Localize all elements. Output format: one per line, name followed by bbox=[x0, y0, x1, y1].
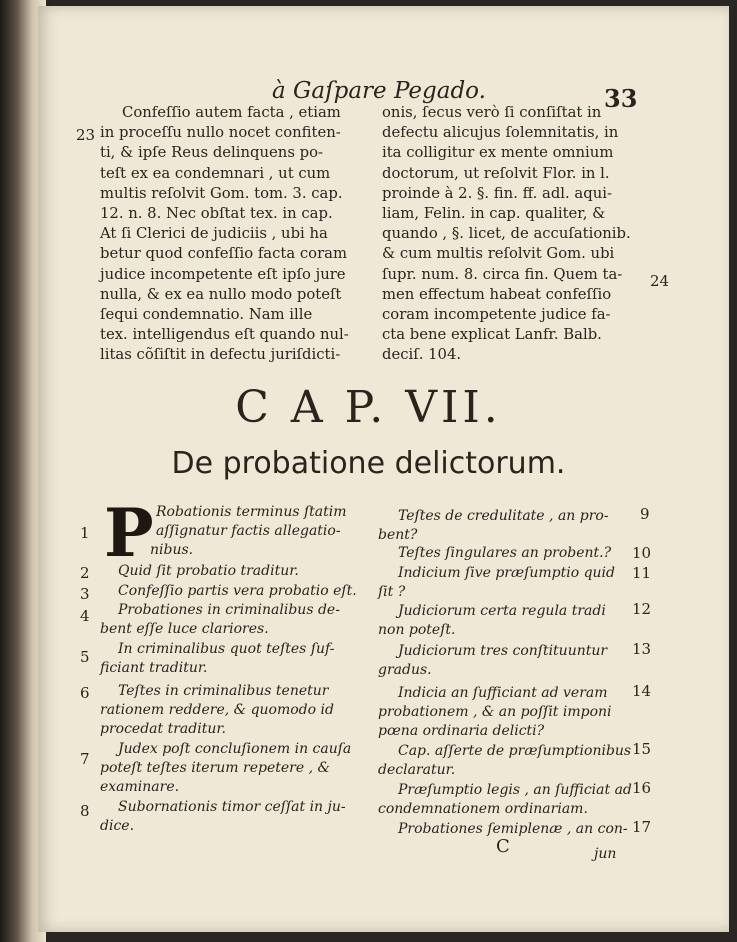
summary-number: 1 bbox=[80, 524, 90, 542]
margin-number-right: 24 bbox=[650, 272, 670, 290]
text-line: 12. n. 8. Nec obſtat tex. in cap. bbox=[100, 205, 333, 223]
summary-line: bent? bbox=[378, 527, 418, 543]
summary-line: Confeſſio partis vera probatio eſt. bbox=[118, 583, 357, 599]
summary-line: Indicia an ſufficiant ad veram bbox=[398, 685, 608, 701]
summary-line: In criminalibus quot teſtes ſuf- bbox=[118, 641, 335, 657]
text-line: in proceſſu nullo nocet confiten- bbox=[100, 124, 341, 142]
summary-line: non poteſt. bbox=[378, 622, 456, 638]
summary-line: procedat traditur. bbox=[100, 721, 226, 737]
text-line: At ſi Clerici de judiciis , ubi ha bbox=[100, 225, 328, 243]
summary-number: 15 bbox=[632, 740, 652, 758]
summary-number: 5 bbox=[80, 648, 90, 666]
summary-number: 12 bbox=[632, 600, 652, 618]
page-number: 33 bbox=[604, 84, 638, 113]
summary-line: Probationes in criminalibus de- bbox=[118, 602, 340, 618]
summary-line: Judex poſt concluſionem in cauſa bbox=[118, 741, 352, 757]
text-line: Confeſſio autem facta , etiam bbox=[122, 104, 341, 121]
text-line: onis, ſecus verò ſi conſiſtat in bbox=[382, 104, 602, 121]
summary-line: ficiant traditur. bbox=[100, 660, 208, 676]
summary-line: ſit ? bbox=[378, 584, 406, 600]
summary-line: Indicium ſive præſumptio quid bbox=[398, 565, 615, 581]
running-head: à Gaſpare Pegado. bbox=[272, 78, 486, 104]
summary-line: examinare. bbox=[100, 779, 180, 795]
summary-line: Subornationis timor ceſſat in ju- bbox=[118, 799, 346, 815]
text-line: proinde à 2. §. fin. ff. adl. aqui- bbox=[382, 184, 612, 202]
chapter-heading: C A P. VII. bbox=[235, 382, 502, 433]
summary-line: gradus. bbox=[378, 662, 432, 678]
summary-line: Teſtes ſingulares an probent.? bbox=[398, 545, 612, 561]
summary-number: 3 bbox=[80, 585, 90, 603]
text-line: deciſ. 104. bbox=[382, 346, 462, 364]
summary-line: Teſtes de credulitate , an pro- bbox=[398, 508, 609, 524]
summary-line: dice. bbox=[100, 818, 135, 834]
text-line: doctorum, ut reſolvit Flor. in l. bbox=[382, 164, 610, 182]
text-line: ita colligitur ex mente omnium bbox=[382, 144, 614, 162]
summary-number: 11 bbox=[632, 564, 652, 582]
summary-line: probationem , & an poſſit imponi bbox=[378, 704, 612, 720]
text-line: cta bene explicat Lanfr. Balb. bbox=[382, 326, 602, 344]
summary-line: rationem reddere, & quomodo id bbox=[100, 702, 334, 718]
summary-line: pœna ordinaria delicti? bbox=[378, 723, 545, 739]
text-line: ſequi condemnatio. Nam ille bbox=[100, 306, 313, 324]
text-column-right bbox=[382, 103, 644, 366]
summary-line: declaratur. bbox=[378, 762, 456, 778]
text-line: multis reſolvit Gom. tom. 3. cap. bbox=[100, 184, 343, 202]
text-column-left bbox=[100, 103, 368, 366]
margin-number-left: 23 bbox=[76, 126, 96, 144]
text-line: ti, & ipſe Reus delinquens po- bbox=[100, 144, 324, 162]
text-line: litas cõſiſtit in defectu juriſdicti- bbox=[100, 346, 341, 364]
text-line: nulla, & ex ea nullo modo poteſt bbox=[100, 285, 342, 303]
text-line: defectu alicujus ſolemnitatis, in bbox=[382, 124, 619, 142]
chapter-subtitle: De probatione delictorum. bbox=[171, 446, 566, 481]
catchword: jun bbox=[594, 846, 617, 862]
summary-number: 14 bbox=[632, 682, 652, 700]
summary-line: Probationes ſemiplenæ , an con- bbox=[398, 821, 628, 837]
summary-line: poteſt teſtes iterum repetere , & bbox=[100, 760, 330, 776]
summary-number: 2 bbox=[80, 564, 90, 582]
text-line: & cum multis reſolvit Gom. ubi bbox=[382, 245, 615, 263]
summary-line: Præſumptio legis , an ſufficiat ad bbox=[398, 782, 632, 798]
summary-number: 7 bbox=[80, 750, 90, 768]
summary-number: 16 bbox=[632, 779, 652, 797]
text-line: judice incompetente eſt ipſo jure bbox=[100, 265, 346, 283]
text-line: coram incompetente judice fa- bbox=[382, 306, 611, 324]
drop-cap: P bbox=[104, 494, 154, 572]
summary-line: nibus. bbox=[150, 542, 194, 558]
summary-line: Cap. aſſerte de præſumptionibus bbox=[398, 743, 632, 759]
summary-number: 6 bbox=[80, 684, 90, 702]
summary-line: Quid ſit probatio traditur. bbox=[118, 563, 299, 579]
text-line: liam, Felin. in cap. qualiter, & bbox=[382, 205, 606, 223]
summary-line: Judiciorum certa regula tradi bbox=[398, 603, 606, 619]
text-line: tex. intelligendus eſt quando nul- bbox=[100, 326, 349, 344]
summary-number: 4 bbox=[80, 607, 90, 625]
summary-line: bent eſſe luce clariores. bbox=[100, 621, 269, 637]
summary-line: Robationis terminus ſtatim bbox=[156, 504, 347, 520]
summary-line: Judiciorum tres conſtituuntur bbox=[398, 643, 608, 659]
text-line: betur quod confeſſio facta coram bbox=[100, 245, 348, 263]
summary-line: Teſtes in criminalibus tenetur bbox=[118, 683, 329, 699]
summary-number: 8 bbox=[80, 802, 90, 820]
text-line: men effectum habeat confeſſio bbox=[382, 285, 612, 303]
text-line: teſt ex ea condemnari , ut cum bbox=[100, 164, 331, 182]
summary-number: 13 bbox=[632, 640, 652, 658]
summary-line: condemnationem ordinariam. bbox=[378, 801, 588, 817]
summary-number: 17 bbox=[632, 818, 652, 836]
text-line: quando , §. licet, de accuſationib. bbox=[382, 225, 631, 243]
summary-line: aſſignatur factis allegatio- bbox=[156, 523, 341, 539]
text-line: ſupr. num. 8. circa fin. Quem ta- bbox=[382, 265, 623, 283]
summary-number: 10 bbox=[632, 544, 652, 562]
summary-number: 9 bbox=[640, 505, 650, 523]
signature-mark: C bbox=[496, 836, 510, 857]
